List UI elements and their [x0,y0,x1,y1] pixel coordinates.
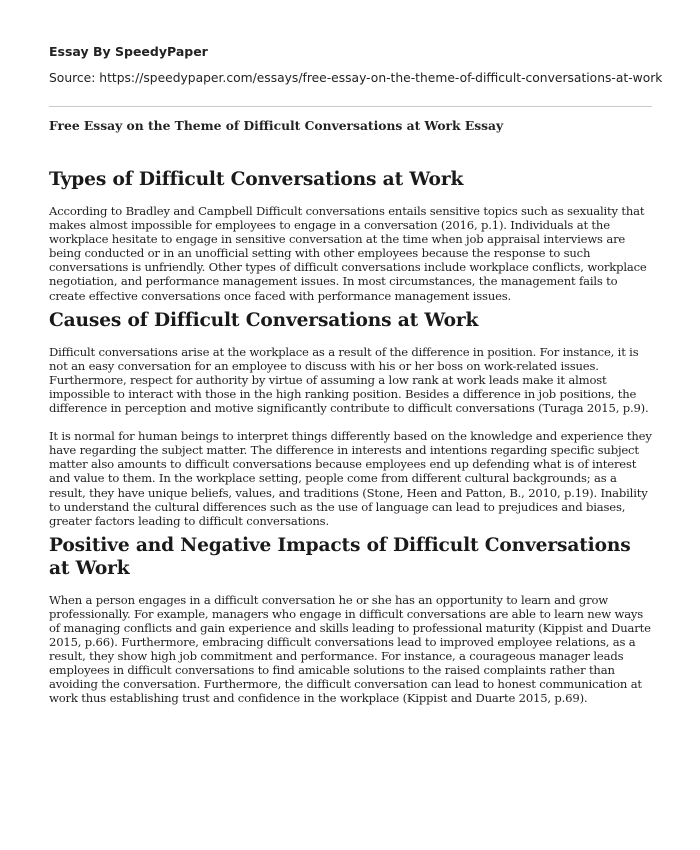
source-link[interactable]: Source: https://speedypaper.com/essays/free-essay-on-the-theme-of-difficult-conversations-at-work [49,71,663,85]
brand-label: Essay By SpeedyPaper [49,44,208,59]
section-causes [49,309,652,528]
document-title: Free Essay on the Theme of Difficult Conversations at Work Essay [49,118,504,133]
header-divider [49,106,652,107]
section-types [49,168,652,303]
section-heading: Causes of Difficult Conversations at Work [49,309,479,331]
essay-body [49,168,652,706]
paragraph: When a person engages in a difficult conversation he or she has an opportunity to learn and grow professionally. For example, managers who engage in difficult conversations are able to learn new ways of managing conflicts and gain experience and skills leading to professional maturity (Kippist and Duarte 2015, p.66). Furthermore, embracing difficult conversations lead to improved employee relations, as a result, they show high job commitment and performance. For instance, a courageous manager leads employees in difficult conversations to find amicable solutions to the raised complaints rather than avoiding the conversation. Furthermore, the difficult conversation can lead to honest communication at work thus establishing trust and confidence in the workplace (Kippist and Duarte 2015, p.69). [49,592,651,706]
paragraph: According to Bradley and Campbell Difficult conversations entails sensitive topics such as sexuality that makes almost impossible for employees to engage in a conversation (2016, p.1). Individuals at the workplace hesitate to engage in sensitive conversation at the time when job appraisal interviews are being conducted or in an unofficial setting with other employees because the response to such conversations is unfriendly. Other types of difficult conversations include workplace conflicts, workplace negotiation, and performance management issues. In most circumstances, the management fails to create effective conversations once faced with performance management issues. [49,204,647,303]
paragraph: Difficult conversations arise at the workplace as a result of the difference in position. For instance, it is not an easy conversation for an employee to discuss with his or her boss on work-related issues. Furthermore, respect for authority by virtue of assuming a low rank at work leads make it almost impossible to interact with those in the high ranking position. Besides a difference in job positions, the difference in perception and motive significantly contribute to difficult conversations (Turaga 2015, p.9). [49,344,649,416]
section-heading: Positive and Negative Impacts of Difficult Conversations at Work [49,534,631,579]
section-heading: Types of Difficult Conversations at Work [49,169,464,190]
paragraph: It is normal for human beings to interpret things differently based on the knowledge and experience they have regarding the subject matter. The difference in interests and intentions regarding specific subject matter also amounts to difficult conversations because employees end up defending what is of interest and value to them. In the workplace setting, people come from different cultural backgrounds; as a result, they have unique beliefs, values, and traditions (Stone, Heen and Patton, B., 2010, p.19). Inability to understand the cultural differences such as the use of language can lead to prejudices and biases, greater factors leading to difficult conversations. [49,429,652,528]
section-impacts [49,534,652,706]
